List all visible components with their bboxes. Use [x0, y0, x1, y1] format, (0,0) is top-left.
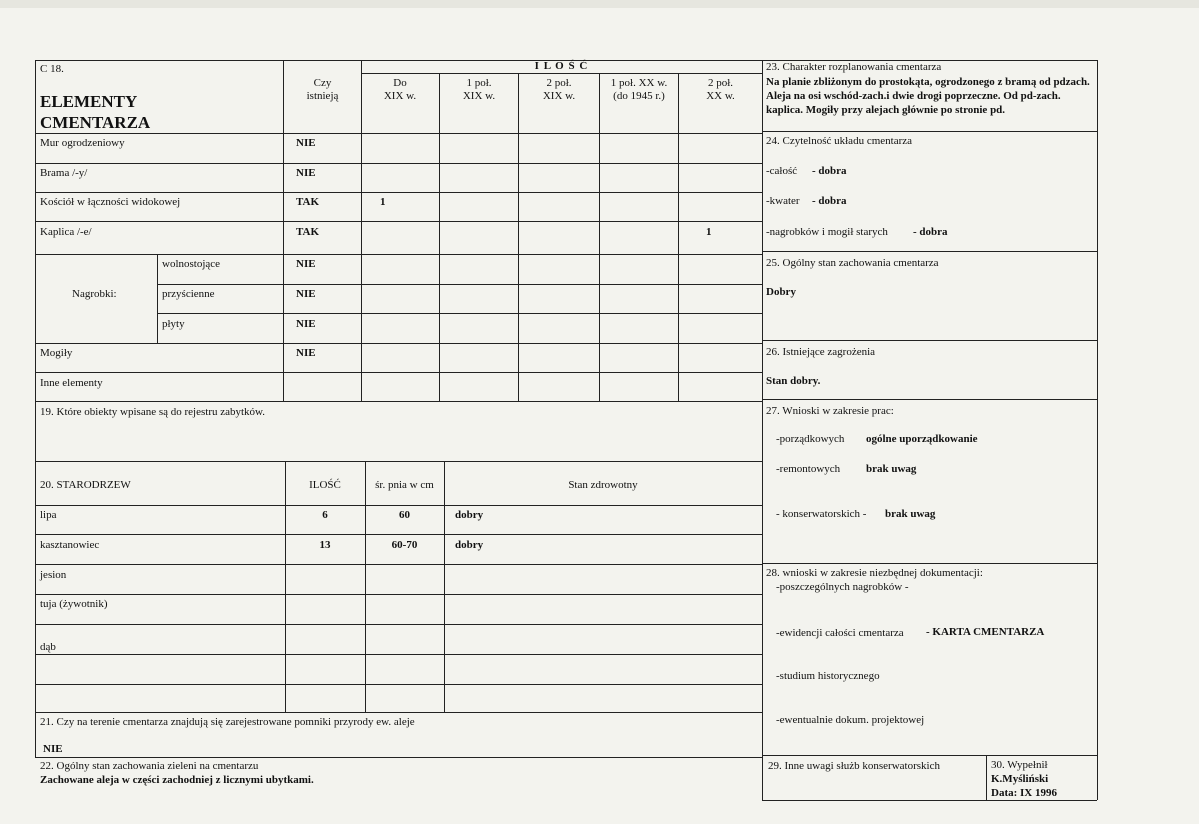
grid-line — [35, 254, 762, 255]
documentation-item: -ewidencji całości cmentarza — [776, 627, 904, 639]
section-24-label: 24. Czytelność układu cmentarza — [766, 135, 913, 147]
element-exists: NIE — [296, 258, 316, 270]
element-exists: TAK — [296, 226, 320, 238]
period-header: 1 poł. XIX w. — [462, 77, 496, 102]
grid-line — [762, 755, 1097, 756]
element-exists: NIE — [296, 137, 316, 149]
grid-line — [35, 534, 762, 535]
section-21-label: 21. Czy na terenie cmentarza znajdują się zarejestrowane pomniki przyrody ew. aleje — [40, 716, 415, 728]
nagrobki-sub-label: wolnostojące — [162, 258, 221, 270]
grid-line — [35, 757, 762, 758]
grid-line — [35, 401, 762, 402]
grid-line — [35, 343, 762, 344]
grid-line — [35, 192, 762, 193]
grid-line — [762, 340, 1097, 341]
grid-line — [762, 251, 1097, 252]
tree-name: dąb — [40, 641, 56, 653]
grid-line — [361, 73, 762, 74]
grid-line — [35, 163, 762, 164]
documentation-item: -ewentualnie dokum. projektowej — [776, 714, 925, 726]
grid-line — [35, 372, 762, 373]
section-25-answer: Dobry — [766, 286, 796, 298]
element-exists: NIE — [296, 167, 316, 179]
grid-line — [35, 712, 762, 713]
grid-line — [762, 60, 763, 800]
page-edge — [0, 0, 1199, 8]
element-exists: NIE — [296, 347, 316, 359]
trees-header-diameter: śr. pnia w cm — [375, 479, 434, 491]
work-item: - konserwatorskich - — [776, 508, 867, 520]
grid-line — [35, 624, 762, 625]
section-30-label: 30. Wypełnił — [991, 759, 1048, 771]
nagrobki-label: Nagrobki: — [72, 288, 117, 300]
grid-line — [157, 313, 762, 314]
grid-line — [762, 563, 1097, 564]
tree-diameter: 60 — [399, 509, 410, 521]
grid-line — [762, 399, 1097, 400]
documentation-karta: - KARTA CMENTARZA — [926, 626, 1045, 638]
tree-name: lipa — [40, 509, 57, 521]
tree-name: kasztanowiec — [40, 539, 100, 551]
section-22-label: 22. Ogólny stan zachowania zieleni na cmentarzu — [40, 760, 259, 772]
legibility-item: -nagrobków i mogił starych — [766, 226, 888, 238]
legibility-value: - dobra — [812, 195, 847, 207]
period-header: Do XIX w. — [383, 77, 417, 102]
grid-line — [1097, 60, 1098, 800]
trees-header-count: ILOŚĆ — [309, 479, 341, 491]
period-header: 2 poł. XX w. — [706, 77, 735, 102]
trees-header-name: 20. STARODRZEW — [40, 479, 131, 491]
element-count: 1 — [706, 226, 712, 238]
grid-line — [365, 461, 366, 712]
trees-header-health: Stan zdrowotny — [568, 479, 638, 491]
section-23-label: 23. Charakter rozplanowania cmentarza — [766, 61, 942, 73]
grid-line — [361, 60, 362, 401]
form-title-line2: CMENTARZA — [40, 113, 151, 132]
legibility-value: - dobra — [812, 165, 847, 177]
grid-line — [35, 505, 762, 506]
section-26-label: 26. Istniejące zagrożenia — [766, 346, 876, 358]
nagrobki-sub-label: płyty — [162, 318, 185, 330]
element-count: 1 — [380, 196, 386, 208]
grid-line — [285, 461, 286, 712]
grid-line — [518, 73, 519, 401]
work-item: -porządkowych — [776, 433, 845, 445]
documentation-item: -studium historycznego — [776, 670, 880, 682]
element-label: Inne elementy — [40, 377, 103, 389]
tree-name: jesion — [40, 569, 67, 581]
section-26-answer: Stan dobry. — [766, 375, 821, 387]
element-label: Brama /-y/ — [40, 167, 88, 179]
grid-line — [762, 131, 1097, 132]
grid-line — [986, 755, 987, 800]
element-label: Kaplica /-e/ — [40, 226, 92, 238]
element-exists: TAK — [296, 196, 320, 208]
work-value: brak uwag — [866, 463, 917, 475]
tree-count: 13 — [319, 539, 331, 551]
tree-health: dobry — [455, 539, 484, 551]
element-exists: NIE — [296, 318, 316, 330]
legibility-item: -kwater — [766, 195, 800, 207]
grid-line — [35, 654, 762, 655]
grid-line — [283, 60, 284, 401]
tree-diameter: 60-70 — [391, 539, 418, 551]
element-label: Mogiły — [40, 347, 73, 359]
legibility-value: - dobra — [913, 226, 948, 238]
period-header: 1 poł. XX w. (do 1945 r.) — [610, 77, 668, 102]
grid-line — [35, 133, 762, 134]
work-value: brak uwag — [885, 508, 936, 520]
nagrobki-sub-label: przyścienne — [162, 288, 215, 300]
section-19-label: 19. Które obiekty wpisane są do rejestru zabytków. — [40, 406, 266, 418]
period-header: 2 poł. XIX w. — [542, 77, 576, 102]
tree-health: dobry — [455, 509, 484, 521]
grid-line — [678, 73, 679, 401]
section-27-label: 27. Wnioski w zakresie prac: — [766, 405, 894, 417]
element-label: Kościół w łączności widokowej — [40, 196, 181, 208]
grid-line — [35, 60, 36, 757]
form-code: C 18. — [40, 63, 64, 75]
section-23-text: Na planie zbliżonym do prostokąta, ogrodzonego z bramą od pdzach. Aleja na osi wschód-zach.i dwie drogi poprzeczne. Od pd-zach. kaplica. Mogiły przy alejach głównie po stronie pd. — [766, 76, 1090, 116]
exists-header: Czy istnieją — [306, 77, 339, 102]
filler-date: Data: IX 1996 — [991, 787, 1057, 799]
documentation-item: -poszczególnych nagrobków - — [776, 581, 909, 593]
grid-line — [35, 684, 762, 685]
section-28-label: 28. wnioski w zakresie niezbędnej dokumentacji: — [766, 567, 983, 579]
form-title-line1: ELEMENTY — [40, 92, 138, 111]
section-29-label: 29. Inne uwagi służb konserwatorskich — [768, 760, 940, 772]
grid-line — [762, 800, 1097, 801]
grid-line — [35, 221, 762, 222]
grid-line — [439, 73, 440, 401]
section-25-label: 25. Ogólny stan zachowania cmentarza — [766, 257, 939, 269]
section-21-answer: NIE — [43, 743, 63, 755]
filler-name: K.Myśliński — [991, 773, 1049, 785]
element-exists: NIE — [296, 288, 316, 300]
work-value: ogólne uporządkowanie — [866, 433, 978, 445]
grid-line — [35, 594, 762, 595]
tree-count: 6 — [322, 509, 328, 521]
grid-line — [599, 73, 600, 401]
grid-line — [444, 461, 445, 712]
work-item: -remontowych — [776, 463, 841, 475]
section-22-answer: Zachowane aleja w części zachodniej z licznymi ubytkami. — [40, 774, 314, 786]
quantity-header: I L O Ś Ć — [534, 60, 589, 72]
legibility-item: -całość — [766, 165, 798, 177]
element-label: Mur ogrodzeniowy — [40, 137, 125, 149]
grid-line — [157, 284, 762, 285]
grid-line — [35, 461, 762, 462]
grid-line — [157, 254, 158, 343]
grid-line — [35, 564, 762, 565]
tree-name: tuja (żywotnik) — [40, 598, 108, 610]
